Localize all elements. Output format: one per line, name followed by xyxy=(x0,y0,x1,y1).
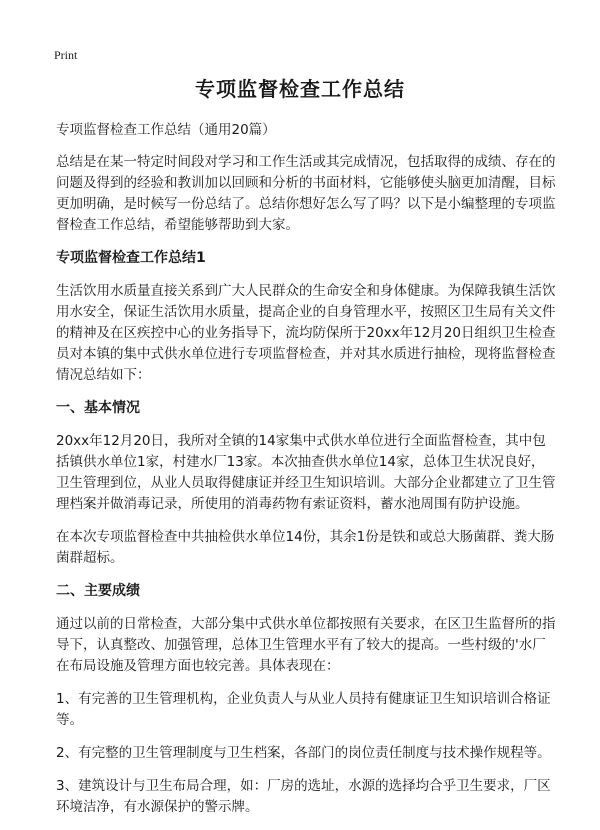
print-link[interactable]: Print xyxy=(54,48,78,62)
section-1-heading: 专项监督检查工作总结1 xyxy=(56,250,206,266)
basic-situation-paragraph-2: 在本次专项监督检查中共抽检供水单位14份，其余1份是铁和或总大肠菌群、粪大肠菌群超标。 xyxy=(56,529,555,566)
main-results-heading: 二、主要成绩 xyxy=(56,583,140,599)
result-item-3: 3、建筑设计与卫生布局合理，如：厂房的选址，水源的选择均合乎卫生要求，厂区环境洁净，有水源保护的警示牌。 xyxy=(56,778,551,815)
section-1-paragraph: 生活饮用水质量直接关系到广大人民群众的生命安全和身体健康。为保障我镇生活饮用水安全，保证生活饮用水质量，提高企业的自身管理水平，按照区卫生局有关文件的精神及在区疾控中心的业务指导下，流均防保所于20xx年12月20日组织卫生检查员对本镇的集中式供水单位进行专项监督检查，并对其水质进行抽检，现将监督检查情况总结如下： xyxy=(56,283,556,383)
result-item-2: 2、有完整的卫生管理制度与卫生档案，各部门的岗位责任制度与技术操作规程等。 xyxy=(56,745,551,761)
main-results-paragraph: 通过以前的日常检查，大部分集中式供水单位都按照有关要求，在区卫生监督所的指导下，认真整改、加强管理，总体卫生管理水平有了较大的提高。一些村级的'水厂在布局设施及管理方面也较完善。具体表现在： xyxy=(56,616,556,674)
document-body xyxy=(56,120,556,830)
page-title: 专项监督检查工作总结 xyxy=(195,77,405,101)
intro-paragraph: 总结是在某一特定时间段对学习和工作生活或其完成情况，包括取得的成绩、存在的问题及得到的经验和教训加以回顾和分析的书面材料，它能够使头脑更加清醒，目标更加明确，是时候写一份总结了。总结你想好怎么写了吗？以下是小编整理的专项监督检查工作总结，希望能够帮助到大家。 xyxy=(56,154,556,233)
document-subtitle: 专项监督检查工作总结（通用20篇） xyxy=(56,122,276,138)
basic-situation-heading: 一、基本情况 xyxy=(56,400,140,416)
result-item-1: 1、有完善的卫生管理机构，企业负责人与从业人员持有健康证卫生知识培训合格证等。 xyxy=(56,691,551,728)
basic-situation-paragraph-1: 20xx年12月20日，我所对全镇的14家集中式供水单位进行全面监督检查，其中包括镇供水单位1家，村建水厂13家。本次抽查供水单位14家，总体卫生状况良好，卫生管理到位，从业人员取得健康证并经卫生知识培训。大部分企业都建立了卫生管理档案并做消毒记录，所使用的消毒药物有索证资料，蓄水池周围有防护设施。 xyxy=(56,433,556,512)
